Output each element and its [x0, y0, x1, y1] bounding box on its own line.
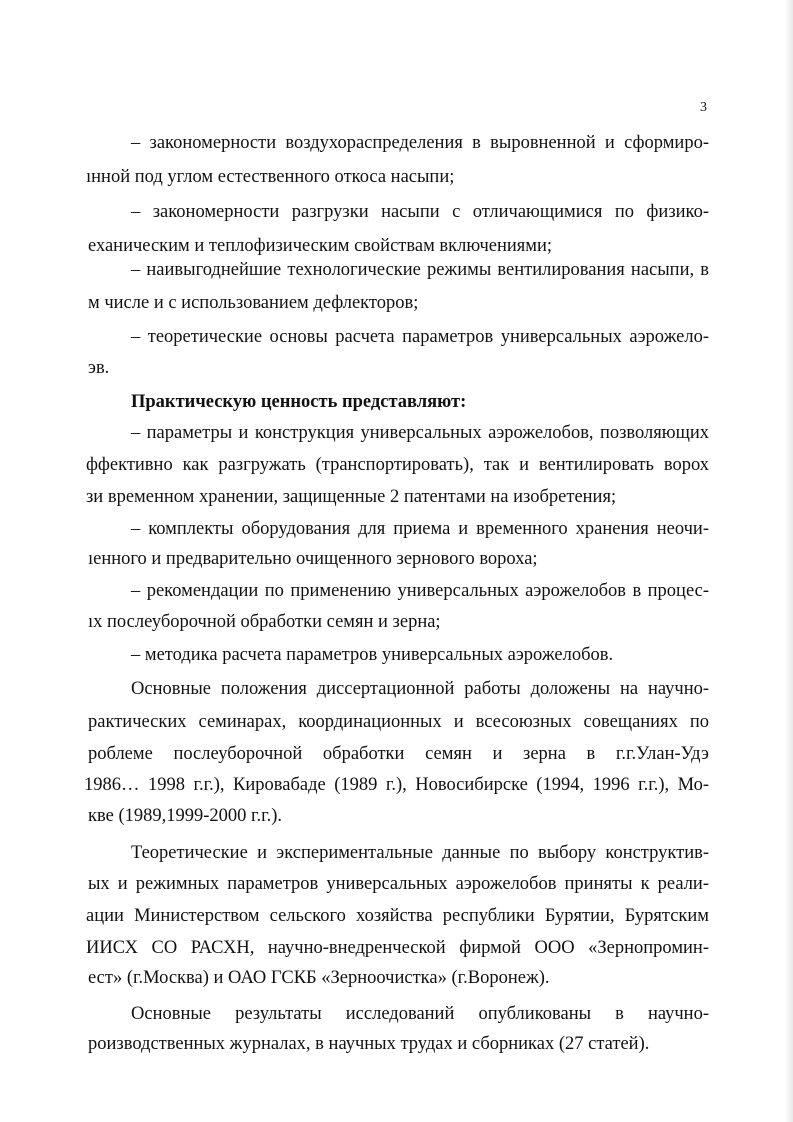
text-line: ıенного и предварительно очищенного зернового вороха;: [88, 549, 538, 569]
text-line: Теоретические и экспериментальные данные по выбору конструктив-: [131, 843, 709, 863]
text-line: Основные положения диссертационной работы доложены на научно-: [131, 679, 709, 699]
text-line: рактических семинарах, координационных и всесоюзных совещаниях по: [88, 712, 709, 732]
text-line: Основные результаты исследований опубликованы в научно-: [131, 1004, 709, 1024]
page-number: 3: [700, 100, 707, 115]
text-line: 1986… 1998 г.г.), Кировабаде (1989 г.), Новосибирске (1994, 1996 г.г.), Мо-: [84, 775, 709, 795]
text-line: ıх послеуборочной обработки семян и зерна;: [88, 612, 441, 632]
text-line: – теоретические основы расчета параметров универсальных аэрожело-: [131, 327, 709, 347]
text-line: – закономерности разгрузки насыпи с отличающимися по физико-: [131, 202, 709, 222]
text-line: ıнной под углом естественного откоса насыпи;: [86, 167, 455, 187]
text-line: ИИСХ СО РАСХН, научно-внедренческой фирмой ООО «Зернопромин-: [86, 938, 709, 958]
text-line: – рекомендации по применению универсальных аэрожелобов в процес-: [131, 581, 709, 601]
text-line: м числе и с использованием дефлекторов;: [88, 293, 419, 313]
text-line: ффективно как разгружать (транспортировать), так и вентилировать ворох: [86, 455, 709, 475]
text-line: кве (1989,1999-2000 г.г.).: [88, 806, 283, 826]
page-edge-shadow: [785, 0, 793, 1122]
text-line: роблеме послеуборочной обработки семян и зерна в г.г.Улан-Удэ: [88, 744, 709, 764]
text-line: еханическим и теплофизическим свойствам включениями;: [88, 236, 553, 256]
text-line: эв.: [88, 358, 110, 378]
text-line: ест» (г.Москва) и ОАО ГСКБ «Зерноочистка» (г.Воронеж).: [88, 968, 550, 988]
text-line: – методика расчета параметров универсальных аэрожелобов.: [131, 645, 614, 665]
text-line: – комплекты оборудования для приема и временного хранения неочи-: [131, 519, 709, 539]
text-line: ых и режимных параметров универсальных аэрожелобов приняты к реали-: [88, 874, 709, 894]
section-heading: Практическую ценность представляют:: [131, 392, 467, 412]
text-line: – параметры и конструкция универсальных аэрожелобов, позволяющих: [131, 423, 709, 443]
text-line: – наивыгоднейшие технологические режимы вентилирования насыпи, в: [131, 260, 709, 280]
text-line: роизводственных журналах, в научных трудах и сборниках (27 статей).: [88, 1034, 650, 1054]
text-line: ации Министерством сельского хозяйства республики Бурятии, Бурятским: [86, 906, 709, 926]
text-line: – закономерности воздухораспределения в выровненной и сформиро-: [131, 133, 709, 153]
text-line: зи временном хранении, защищенные 2 патентами на изобретения;: [86, 487, 617, 507]
